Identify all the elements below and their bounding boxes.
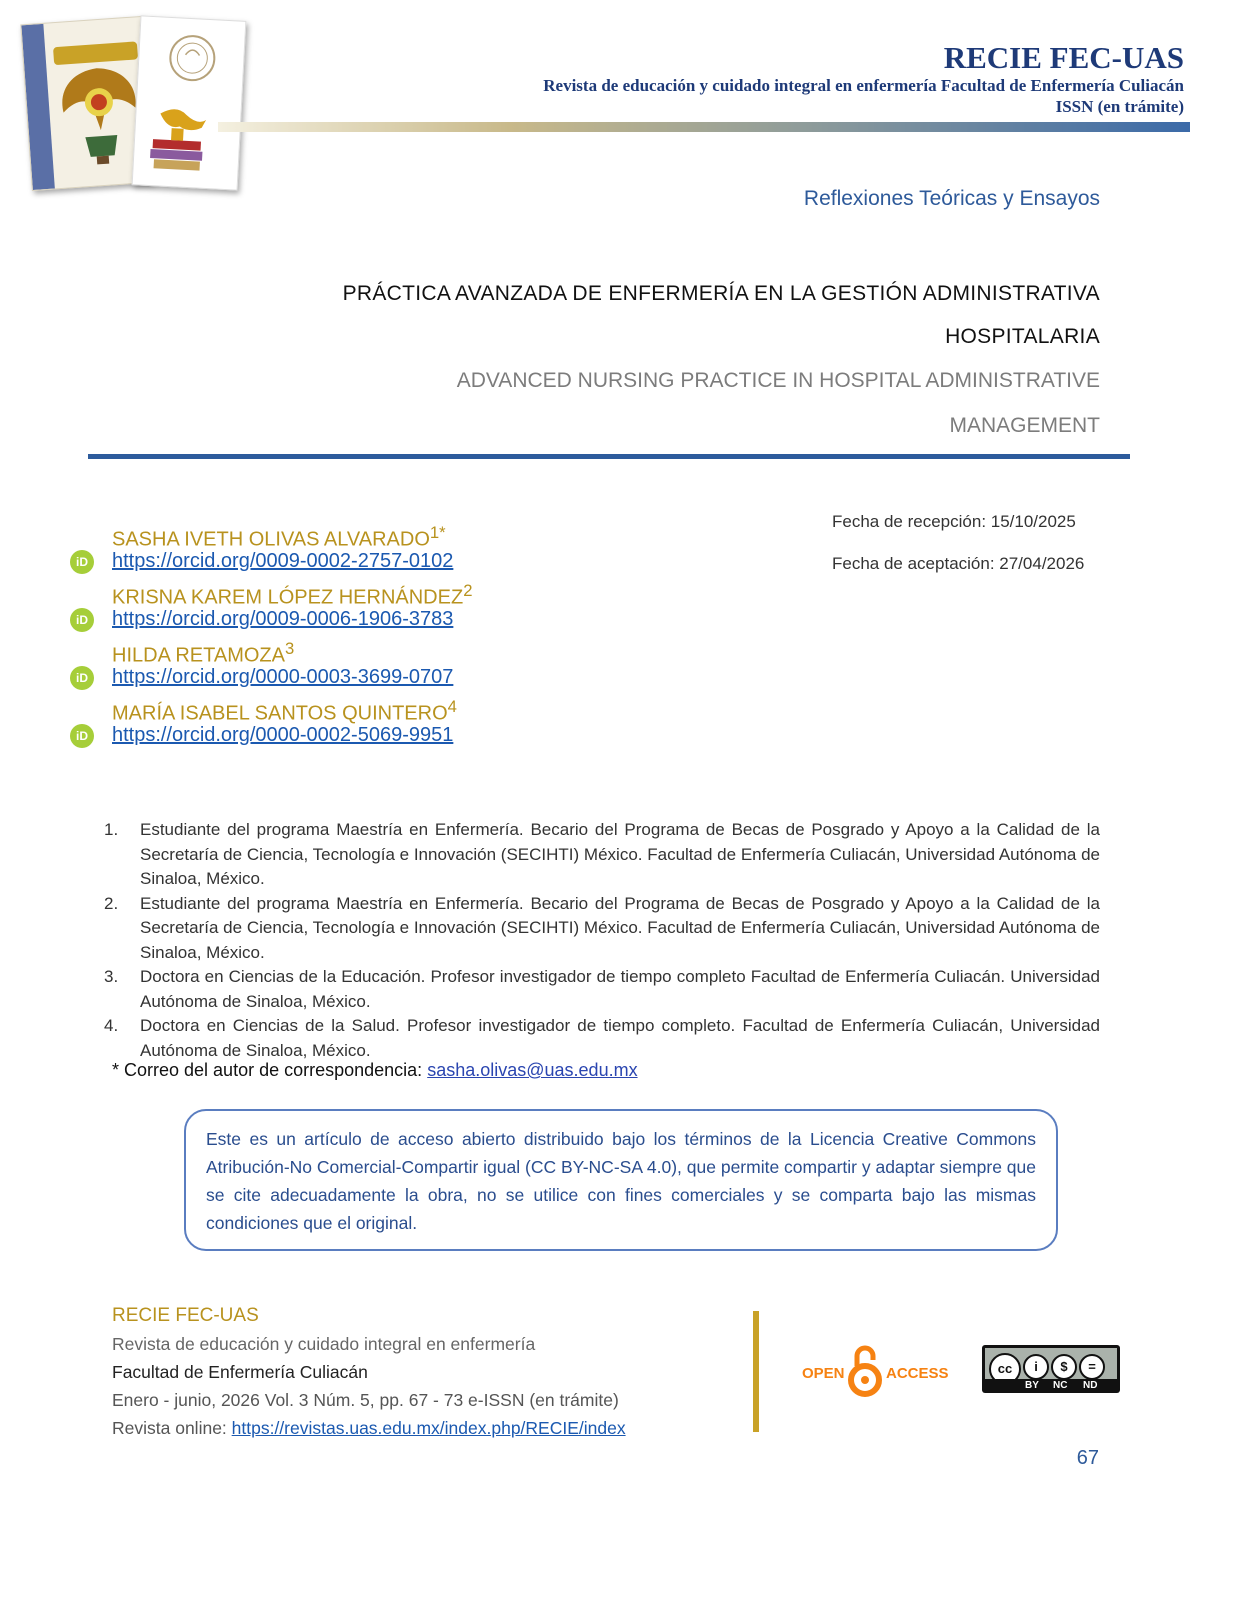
license-notice-box <box>184 1109 1058 1251</box>
journal-logo <box>18 14 248 194</box>
author-orcid-row <box>70 663 590 692</box>
author-name <box>70 634 590 667</box>
footer-online-link[interactable]: https://revistas.uas.edu.mx/index.php/RECIE/index <box>231 1418 626 1438</box>
article-title-es-line1: PRÁCTICA AVANZADA DE ENFERMERÍA EN LA GESTIÓN ADMINISTRATIVA <box>342 282 1100 305</box>
author-affiliation-sup: 1* <box>429 523 446 542</box>
footer-online-label: Revista online: <box>112 1418 232 1438</box>
recie-seal-card <box>132 15 247 190</box>
orcid-icon: iD <box>70 666 94 690</box>
cc-by-label: BY <box>1025 1380 1039 1391</box>
author-name <box>70 518 590 551</box>
open-access-open-text: OPEN <box>802 1365 845 1382</box>
orcid-link[interactable]: https://orcid.org/0000-0002-5069-9951 <box>112 724 454 746</box>
received-date: Fecha de recepción: 15/10/2025 <box>832 512 1076 531</box>
accepted-date: Fecha de aceptación: 27/04/2026 <box>832 554 1085 573</box>
noncommercial-icon: $ <box>1051 1354 1077 1380</box>
footer-divider <box>753 1311 759 1432</box>
article-dates <box>832 512 1084 596</box>
affiliation-item <box>104 818 1100 892</box>
journal-name: RECIE FEC-UAS <box>943 40 1184 75</box>
orcid-icon: iD <box>70 608 94 632</box>
article-title-es-line2: HOSPITALARIA <box>945 325 1100 348</box>
author-list <box>70 518 590 750</box>
article-title-es <box>340 272 1100 358</box>
orcid-icon: iD <box>70 550 94 574</box>
footer-issue: Enero - junio, 2026 Vol. 3 Núm. 5, pp. 67 - 73 e-ISSN (en trámite) <box>112 1390 619 1410</box>
author-orcid-row <box>70 721 590 750</box>
author-affiliation-sup: 4 <box>447 697 457 716</box>
recie-seal-icon <box>166 32 219 85</box>
author-orcid-row <box>70 547 590 576</box>
footer-faculty: Facultad de Enfermería Culiacán <box>112 1362 368 1382</box>
open-access-access-text: ACCESS <box>886 1365 949 1382</box>
nursing-lamp-icon <box>143 103 213 176</box>
affiliation-text: Estudiante del programa Maestría en Enfermería. Becario del Programa de Becas de Posgrado y Apoyo a la Calidad de la Secretaría de Ciencia, Tecnología e Innovación (SECIHTI) México. Facultad de Enfermería Culiacán, Universidad Autónoma de Sinaloa, México. <box>140 820 1100 888</box>
title-divider <box>88 454 1130 459</box>
footer-journal: RECIE FEC-UAS <box>112 1305 259 1326</box>
affiliation-item <box>104 892 1100 966</box>
orcid-icon: iD <box>70 724 94 748</box>
creative-commons-badge <box>982 1345 1120 1393</box>
correspondence-label: * Correo del autor de correspondencia: <box>112 1060 423 1080</box>
affiliation-text: Doctora en Ciencias de la Salud. Profesor investigador de tiempo completo. Facultad de Enfermería Culiacán, Universidad Autónoma de Sinaloa, México. <box>140 1016 1100 1060</box>
affiliation-number: 4. <box>104 1016 119 1035</box>
by-person-icon: i <box>1023 1354 1049 1380</box>
affiliation-item <box>104 965 1100 1014</box>
open-access-logo <box>802 1344 948 1400</box>
author-name-text: MARÍA ISABEL SANTOS QUINTERO <box>112 702 448 725</box>
journal-subtitle: Revista de educación y cuidado integral en enfermería Facultad de Enfermería Culiacán <box>543 76 1184 95</box>
affiliation-text: Estudiante del programa Maestría en Enfermería. Becario del Programa de Becas de Posgrado y Apoyo a la Calidad de la Secretaría de Ciencia, Tecnología e Innovación (SECIHTI) México. Facultad de Enfermería Culiacán, Universidad Autónoma de Sinaloa, México. <box>140 893 1100 962</box>
cc-nd-label: ND <box>1083 1380 1098 1391</box>
author-affiliation-sup: 2 <box>463 581 473 600</box>
footer-citation <box>112 1302 712 1442</box>
license-text: Este es un artículo de acceso abierto distribuido bajo los términos de la Licencia Creative Commons Atribución-No Comercial-Compartir igual (CC BY-NC-SA 4.0), que permite compartir y adaptar siempre que se cite adecuadamente la obra, no se utilice con fines comerciales y se comparta bajo las mismas condiciones que el original. <box>206 1129 1036 1233</box>
noderivatives-icon: = <box>1079 1354 1105 1380</box>
orcid-link[interactable]: https://orcid.org/0000-0003-3699-0707 <box>112 666 454 688</box>
open-lock-icon <box>848 1344 882 1400</box>
footer-subtitle: Revista de educación y cuidado integral en enfermería <box>112 1334 536 1354</box>
affiliation-number: 2. <box>104 893 119 913</box>
author-orcid-row <box>70 605 590 634</box>
correspondence-email-link[interactable]: sasha.olivas@uas.edu.mx <box>427 1060 638 1080</box>
article-title-en-line1: ADVANCED NURSING PRACTICE IN HOSPITAL ADMINISTRATIVE <box>456 369 1100 392</box>
author-affiliation-sup: 3 <box>285 639 295 658</box>
correspondence-line <box>112 1060 638 1081</box>
author-name <box>70 692 590 725</box>
header-gradient-bar <box>218 122 1190 132</box>
affiliation-text: Doctora en Ciencias de la Educación. Profesor investigador de tiempo completo Facultad de Enfermería Culiacán. Universidad Autónoma de Sinaloa, México. <box>140 967 1100 1011</box>
page-number: 67 <box>1076 1447 1099 1469</box>
author-name-text: KRISNA KAREM LÓPEZ HERNÁNDEZ <box>112 586 464 609</box>
cc-nc-label: NC <box>1053 1380 1068 1391</box>
affiliation-list <box>104 818 1100 1063</box>
author-name-text: HILDA RETAMOZA <box>112 644 285 667</box>
affiliation-number: 1. <box>104 820 119 839</box>
orcid-link[interactable]: https://orcid.org/0009-0002-2757-0102 <box>112 550 454 572</box>
section-label: Reflexiones Teóricas y Ensayos <box>803 187 1100 210</box>
author-name-text: SASHA IVETH OLIVAS ALVARADO <box>112 528 430 551</box>
article-title-en-line2: MANAGEMENT <box>949 414 1100 437</box>
affiliation-item <box>104 1014 1100 1063</box>
orcid-link[interactable]: https://orcid.org/0009-0006-1906-3783 <box>112 608 454 630</box>
author-name <box>70 576 590 609</box>
affiliation-number: 3. <box>104 967 119 986</box>
article-title-en <box>340 358 1100 448</box>
journal-issn: ISSN (en trámite) <box>1055 97 1184 116</box>
footer-online <box>112 1414 712 1442</box>
cc-icon: cc <box>989 1353 1021 1385</box>
